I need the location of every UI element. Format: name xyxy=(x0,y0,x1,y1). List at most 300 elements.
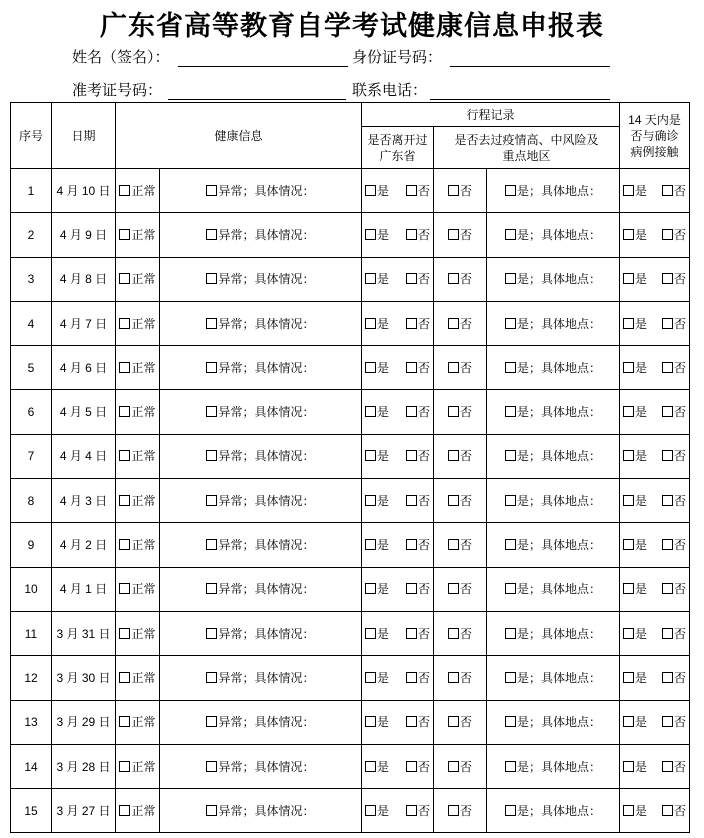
risk-area-no-label: 否 xyxy=(459,316,472,331)
health-abnormal-label: 异常；具体情况： xyxy=(218,715,315,730)
name-input-line[interactable] xyxy=(178,66,348,67)
health-normal-checkbox[interactable] xyxy=(119,628,130,639)
left-guangdong-no-checkbox[interactable] xyxy=(406,229,417,240)
health-normal-label: 正常 xyxy=(131,493,156,508)
risk-area-yes-label: 是；具体地点： xyxy=(516,449,601,464)
left-guangdong-no-checkbox[interactable] xyxy=(406,273,417,284)
name-label: 姓名（签名）： xyxy=(72,48,170,66)
health-normal-label: 正常 xyxy=(131,759,156,774)
left-guangdong-no-checkbox[interactable] xyxy=(406,495,417,506)
header-seq: 序号 xyxy=(11,103,52,169)
health-normal-cell xyxy=(116,567,160,611)
left-guangdong-yes-label: 是 xyxy=(377,670,390,685)
risk-area-no-checkbox[interactable] xyxy=(448,583,459,594)
contact-yes-label: 是 xyxy=(635,582,648,597)
risk-area-yes-cell xyxy=(487,567,620,611)
risk-area-yes-checkbox[interactable] xyxy=(505,362,516,373)
contact-cell xyxy=(620,390,690,434)
contact-yes-checkbox[interactable] xyxy=(623,583,634,594)
left-guangdong-yes-checkbox[interactable] xyxy=(365,185,376,196)
row-date: 4 月 3 日 xyxy=(52,479,116,523)
health-abnormal-cell xyxy=(160,567,362,611)
row-seq: 10 xyxy=(11,567,52,611)
contact-yes-label: 是 xyxy=(635,670,648,685)
header-travel-record: 行程记录 xyxy=(362,103,620,127)
contact-yes-checkbox[interactable] xyxy=(623,761,634,772)
health-abnormal-label: 异常；具体情况： xyxy=(218,626,315,641)
row-date: 4 月 8 日 xyxy=(52,257,116,301)
contact-yes-label: 是 xyxy=(635,272,648,287)
row-seq: 4 xyxy=(11,301,52,345)
risk-area-no-checkbox[interactable] xyxy=(448,450,459,461)
contact-no-checkbox[interactable] xyxy=(662,273,673,284)
contact-no-checkbox[interactable] xyxy=(662,318,673,329)
risk-area-yes-cell xyxy=(487,346,620,390)
contact-no-checkbox[interactable] xyxy=(662,229,673,240)
risk-area-no-cell xyxy=(434,390,487,434)
contact-yes-checkbox[interactable] xyxy=(623,406,634,417)
health-abnormal-checkbox[interactable] xyxy=(206,229,217,240)
health-normal-cell xyxy=(116,656,160,700)
left-guangdong-no-label: 否 xyxy=(417,670,430,685)
contact-yes-label: 是 xyxy=(635,715,648,730)
left-guangdong-yes-checkbox[interactable] xyxy=(365,450,376,461)
contact-cell xyxy=(620,656,690,700)
contact-yes-checkbox[interactable] xyxy=(623,229,634,240)
health-normal-checkbox[interactable] xyxy=(119,450,130,461)
contact-yes-checkbox[interactable] xyxy=(623,628,634,639)
health-abnormal-cell xyxy=(160,169,362,213)
contact-no-label: 否 xyxy=(673,405,686,420)
row-date: 3 月 29 日 xyxy=(52,700,116,744)
left-guangdong-cell xyxy=(362,301,434,345)
risk-area-yes-checkbox[interactable] xyxy=(505,805,516,816)
left-guangdong-cell xyxy=(362,390,434,434)
risk-area-yes-checkbox[interactable] xyxy=(505,716,516,727)
row-date: 3 月 27 日 xyxy=(52,789,116,833)
row-date: 4 月 9 日 xyxy=(52,213,116,257)
contact-yes-checkbox[interactable] xyxy=(623,362,634,373)
contact-no-checkbox[interactable] xyxy=(662,185,673,196)
risk-area-yes-label: 是；具体地点： xyxy=(516,803,601,818)
health-normal-checkbox[interactable] xyxy=(119,761,130,772)
left-guangdong-no-label: 否 xyxy=(417,405,430,420)
contact-yes-checkbox[interactable] xyxy=(623,185,634,196)
contact-no-checkbox[interactable] xyxy=(662,628,673,639)
phone-label: 联系电话： xyxy=(352,81,428,99)
health-normal-checkbox[interactable] xyxy=(119,229,130,240)
health-normal-cell xyxy=(116,257,160,301)
contact-yes-checkbox[interactable] xyxy=(623,273,634,284)
id-number-input-line[interactable] xyxy=(450,66,610,67)
health-normal-cell xyxy=(116,346,160,390)
left-guangdong-yes-checkbox[interactable] xyxy=(365,406,376,417)
health-normal-label: 正常 xyxy=(131,582,156,597)
left-guangdong-yes-checkbox[interactable] xyxy=(365,583,376,594)
risk-area-no-checkbox[interactable] xyxy=(448,672,459,683)
risk-area-yes-label: 是；具体地点： xyxy=(516,759,601,774)
left-guangdong-cell xyxy=(362,213,434,257)
left-guangdong-no-checkbox[interactable] xyxy=(406,716,417,727)
contact-yes-checkbox[interactable] xyxy=(623,672,634,683)
health-normal-cell xyxy=(116,789,160,833)
risk-area-yes-cell xyxy=(487,700,620,744)
left-guangdong-cell xyxy=(362,700,434,744)
health-abnormal-label: 异常；具体情况： xyxy=(218,759,315,774)
risk-area-yes-label: 是；具体地点： xyxy=(516,405,601,420)
health-normal-checkbox[interactable] xyxy=(119,318,130,329)
contact-yes-label: 是 xyxy=(635,360,648,375)
left-guangdong-no-label: 否 xyxy=(417,316,430,331)
health-abnormal-cell xyxy=(160,611,362,655)
risk-area-yes-checkbox[interactable] xyxy=(505,185,516,196)
risk-area-no-cell xyxy=(434,301,487,345)
risk-area-no-label: 否 xyxy=(459,715,472,730)
risk-area-no-label: 否 xyxy=(459,803,472,818)
left-guangdong-yes-label: 是 xyxy=(377,715,390,730)
risk-area-no-checkbox[interactable] xyxy=(448,273,459,284)
risk-area-no-checkbox[interactable] xyxy=(448,229,459,240)
row-date: 4 月 6 日 xyxy=(52,346,116,390)
header-contact xyxy=(620,103,690,169)
left-guangdong-no-checkbox[interactable] xyxy=(406,406,417,417)
health-abnormal-checkbox[interactable] xyxy=(206,318,217,329)
left-guangdong-yes-checkbox[interactable] xyxy=(365,229,376,240)
health-normal-label: 正常 xyxy=(131,670,156,685)
contact-cell xyxy=(620,346,690,390)
health-normal-checkbox[interactable] xyxy=(119,539,130,550)
left-guangdong-yes-checkbox[interactable] xyxy=(365,318,376,329)
health-abnormal-label: 异常；具体情况： xyxy=(218,360,315,375)
table-row xyxy=(11,567,690,611)
left-guangdong-no-checkbox[interactable] xyxy=(406,539,417,550)
header-risk-area-line2: 重点地区 xyxy=(502,148,551,163)
health-abnormal-cell xyxy=(160,523,362,567)
health-abnormal-checkbox[interactable] xyxy=(206,185,217,196)
health-abnormal-checkbox[interactable] xyxy=(206,362,217,373)
left-guangdong-no-checkbox[interactable] xyxy=(406,185,417,196)
left-guangdong-yes-checkbox[interactable] xyxy=(365,539,376,550)
risk-area-yes-cell xyxy=(487,213,620,257)
contact-yes-label: 是 xyxy=(635,405,648,420)
left-guangdong-no-checkbox[interactable] xyxy=(406,761,417,772)
left-guangdong-yes-checkbox[interactable] xyxy=(365,273,376,284)
row-seq: 11 xyxy=(11,611,52,655)
form-title: 广东省高等教育自学考试健康信息申报表 xyxy=(100,11,604,42)
risk-area-yes-checkbox[interactable] xyxy=(505,583,516,594)
risk-area-no-checkbox[interactable] xyxy=(448,318,459,329)
risk-area-no-cell xyxy=(434,656,487,700)
left-guangdong-no-label: 否 xyxy=(417,538,430,553)
health-abnormal-checkbox[interactable] xyxy=(206,716,217,727)
row-date: 4 月 10 日 xyxy=(52,169,116,213)
health-normal-cell xyxy=(116,744,160,788)
admission-number-input-line[interactable] xyxy=(168,99,346,100)
left-guangdong-yes-checkbox[interactable] xyxy=(365,362,376,373)
contact-yes-checkbox[interactable] xyxy=(623,805,634,816)
risk-area-yes-label: 是；具体地点： xyxy=(516,582,601,597)
risk-area-no-checkbox[interactable] xyxy=(448,406,459,417)
risk-area-no-checkbox[interactable] xyxy=(448,761,459,772)
risk-area-no-cell xyxy=(434,213,487,257)
left-guangdong-yes-checkbox[interactable] xyxy=(365,805,376,816)
left-guangdong-no-label: 否 xyxy=(417,183,430,198)
risk-area-no-label: 否 xyxy=(459,582,472,597)
risk-area-no-label: 否 xyxy=(459,759,472,774)
health-normal-checkbox[interactable] xyxy=(119,716,130,727)
left-guangdong-no-checkbox[interactable] xyxy=(406,628,417,639)
contact-yes-checkbox[interactable] xyxy=(623,495,634,506)
left-guangdong-no-label: 否 xyxy=(417,272,430,287)
risk-area-yes-checkbox[interactable] xyxy=(505,406,516,417)
contact-no-label: 否 xyxy=(673,360,686,375)
risk-area-yes-checkbox[interactable] xyxy=(505,495,516,506)
contact-no-label: 否 xyxy=(673,626,686,641)
health-abnormal-checkbox[interactable] xyxy=(206,406,217,417)
health-normal-checkbox[interactable] xyxy=(119,805,130,816)
health-normal-checkbox[interactable] xyxy=(119,583,130,594)
risk-area-yes-label: 是；具体地点： xyxy=(516,227,601,242)
health-normal-checkbox[interactable] xyxy=(119,362,130,373)
row-seq: 7 xyxy=(11,434,52,478)
contact-cell xyxy=(620,744,690,788)
contact-yes-label: 是 xyxy=(635,538,648,553)
contact-no-label: 否 xyxy=(673,183,686,198)
left-guangdong-yes-label: 是 xyxy=(377,582,390,597)
table-row xyxy=(11,700,690,744)
left-guangdong-no-checkbox[interactable] xyxy=(406,318,417,329)
health-normal-checkbox[interactable] xyxy=(119,273,130,284)
contact-no-label: 否 xyxy=(673,316,686,331)
row-seq: 2 xyxy=(11,213,52,257)
health-abnormal-checkbox[interactable] xyxy=(206,583,217,594)
left-guangdong-no-checkbox[interactable] xyxy=(406,805,417,816)
health-normal-label: 正常 xyxy=(131,227,156,242)
table-row xyxy=(11,523,690,567)
contact-yes-label: 是 xyxy=(635,493,648,508)
contact-yes-checkbox[interactable] xyxy=(623,539,634,550)
phone-input-line[interactable] xyxy=(430,99,610,100)
health-normal-cell xyxy=(116,301,160,345)
left-guangdong-yes-label: 是 xyxy=(377,538,390,553)
contact-no-label: 否 xyxy=(673,670,686,685)
contact-no-label: 否 xyxy=(673,272,686,287)
contact-yes-checkbox[interactable] xyxy=(623,716,634,727)
header-risk-area xyxy=(434,127,620,169)
left-guangdong-yes-checkbox[interactable] xyxy=(365,761,376,772)
risk-area-yes-cell xyxy=(487,656,620,700)
health-normal-cell xyxy=(116,479,160,523)
risk-area-yes-label: 是；具体地点： xyxy=(516,538,601,553)
health-abnormal-cell xyxy=(160,213,362,257)
risk-area-no-cell xyxy=(434,700,487,744)
health-normal-label: 正常 xyxy=(131,272,156,287)
left-guangdong-yes-label: 是 xyxy=(377,405,390,420)
health-abnormal-checkbox[interactable] xyxy=(206,495,217,506)
contact-no-checkbox[interactable] xyxy=(662,583,673,594)
health-abnormal-label: 异常；具体情况： xyxy=(218,227,315,242)
health-normal-cell xyxy=(116,523,160,567)
left-guangdong-yes-label: 是 xyxy=(377,183,390,198)
left-guangdong-no-label: 否 xyxy=(417,715,430,730)
contact-no-checkbox[interactable] xyxy=(662,450,673,461)
health-abnormal-checkbox[interactable] xyxy=(206,273,217,284)
risk-area-yes-cell xyxy=(487,390,620,434)
health-abnormal-checkbox[interactable] xyxy=(206,450,217,461)
header-health: 健康信息 xyxy=(116,103,362,169)
contact-yes-label: 是 xyxy=(635,626,648,641)
risk-area-no-checkbox[interactable] xyxy=(448,805,459,816)
contact-cell xyxy=(620,567,690,611)
left-guangdong-cell xyxy=(362,789,434,833)
contact-no-label: 否 xyxy=(673,803,686,818)
health-normal-checkbox[interactable] xyxy=(119,672,130,683)
contact-yes-label: 是 xyxy=(635,316,648,331)
health-abnormal-label: 异常；具体情况： xyxy=(218,316,315,331)
left-guangdong-cell xyxy=(362,744,434,788)
left-guangdong-cell xyxy=(362,656,434,700)
contact-yes-checkbox[interactable] xyxy=(623,318,634,329)
left-guangdong-no-checkbox[interactable] xyxy=(406,362,417,373)
risk-area-yes-label: 是；具体地点： xyxy=(516,316,601,331)
left-guangdong-yes-label: 是 xyxy=(377,803,390,818)
left-guangdong-no-checkbox[interactable] xyxy=(406,672,417,683)
health-abnormal-cell xyxy=(160,257,362,301)
contact-cell xyxy=(620,169,690,213)
risk-area-no-label: 否 xyxy=(459,227,472,242)
risk-area-yes-checkbox[interactable] xyxy=(505,229,516,240)
header-left-guangdong-line2: 广东省 xyxy=(379,148,416,163)
health-abnormal-checkbox[interactable] xyxy=(206,761,217,772)
table-row xyxy=(11,479,690,523)
left-guangdong-yes-checkbox[interactable] xyxy=(365,716,376,727)
contact-no-checkbox[interactable] xyxy=(662,539,673,550)
contact-no-checkbox[interactable] xyxy=(662,495,673,506)
risk-area-no-label: 否 xyxy=(459,626,472,641)
health-abnormal-checkbox[interactable] xyxy=(206,539,217,550)
health-abnormal-cell xyxy=(160,700,362,744)
health-normal-label: 正常 xyxy=(131,538,156,553)
risk-area-yes-cell xyxy=(487,789,620,833)
risk-area-no-cell xyxy=(434,789,487,833)
risk-area-yes-label: 是；具体地点： xyxy=(516,183,601,198)
risk-area-yes-checkbox[interactable] xyxy=(505,318,516,329)
contact-no-checkbox[interactable] xyxy=(662,362,673,373)
risk-area-no-label: 否 xyxy=(459,670,472,685)
header-contact-line1: 14 天内是 xyxy=(628,112,681,127)
left-guangdong-no-checkbox[interactable] xyxy=(406,583,417,594)
health-abnormal-cell xyxy=(160,744,362,788)
header-left-guangdong xyxy=(362,127,434,169)
row-seq: 13 xyxy=(11,700,52,744)
health-abnormal-checkbox[interactable] xyxy=(206,805,217,816)
left-guangdong-yes-label: 是 xyxy=(377,316,390,331)
health-normal-cell xyxy=(116,390,160,434)
health-normal-cell xyxy=(116,700,160,744)
health-normal-label: 正常 xyxy=(131,715,156,730)
left-guangdong-no-checkbox[interactable] xyxy=(406,450,417,461)
risk-area-yes-checkbox[interactable] xyxy=(505,450,516,461)
health-normal-checkbox[interactable] xyxy=(119,185,130,196)
risk-area-no-checkbox[interactable] xyxy=(448,716,459,727)
risk-area-yes-cell xyxy=(487,434,620,478)
contact-no-label: 否 xyxy=(673,715,686,730)
left-guangdong-cell xyxy=(362,523,434,567)
risk-area-yes-checkbox[interactable] xyxy=(505,672,516,683)
risk-area-yes-checkbox[interactable] xyxy=(505,539,516,550)
risk-area-no-checkbox[interactable] xyxy=(448,539,459,550)
risk-area-yes-checkbox[interactable] xyxy=(505,273,516,284)
contact-no-checkbox[interactable] xyxy=(662,805,673,816)
health-abnormal-cell xyxy=(160,434,362,478)
risk-area-no-checkbox[interactable] xyxy=(448,362,459,373)
health-normal-checkbox[interactable] xyxy=(119,406,130,417)
contact-no-checkbox[interactable] xyxy=(662,761,673,772)
left-guangdong-yes-checkbox[interactable] xyxy=(365,672,376,683)
left-guangdong-yes-label: 是 xyxy=(377,493,390,508)
health-abnormal-cell xyxy=(160,301,362,345)
table-row xyxy=(11,656,690,700)
row-date: 4 月 1 日 xyxy=(52,567,116,611)
health-abnormal-cell xyxy=(160,656,362,700)
row-date: 3 月 28 日 xyxy=(52,744,116,788)
risk-area-no-checkbox[interactable] xyxy=(448,185,459,196)
contact-no-checkbox[interactable] xyxy=(662,406,673,417)
health-normal-checkbox[interactable] xyxy=(119,495,130,506)
left-guangdong-yes-checkbox[interactable] xyxy=(365,628,376,639)
risk-area-yes-label: 是；具体地点： xyxy=(516,272,601,287)
risk-area-yes-cell xyxy=(487,257,620,301)
risk-area-yes-cell xyxy=(487,169,620,213)
risk-area-no-label: 否 xyxy=(459,405,472,420)
row-date: 4 月 5 日 xyxy=(52,390,116,434)
risk-area-no-checkbox[interactable] xyxy=(448,495,459,506)
contact-cell xyxy=(620,700,690,744)
risk-area-no-cell xyxy=(434,744,487,788)
contact-yes-checkbox[interactable] xyxy=(623,450,634,461)
row-date: 4 月 4 日 xyxy=(52,434,116,478)
left-guangdong-cell xyxy=(362,257,434,301)
left-guangdong-yes-checkbox[interactable] xyxy=(365,495,376,506)
table-row xyxy=(11,744,690,788)
health-abnormal-label: 异常；具体情况： xyxy=(218,405,315,420)
risk-area-no-cell xyxy=(434,346,487,390)
health-abnormal-checkbox[interactable] xyxy=(206,628,217,639)
risk-area-yes-checkbox[interactable] xyxy=(505,628,516,639)
risk-area-no-cell xyxy=(434,567,487,611)
contact-no-label: 否 xyxy=(673,759,686,774)
table-row xyxy=(11,169,690,213)
health-normal-cell xyxy=(116,169,160,213)
risk-area-yes-checkbox[interactable] xyxy=(505,761,516,772)
contact-cell xyxy=(620,213,690,257)
row-date: 4 月 2 日 xyxy=(52,523,116,567)
risk-area-no-checkbox[interactable] xyxy=(448,628,459,639)
id-number-label: 身份证号码： xyxy=(352,48,443,66)
row-seq: 15 xyxy=(11,789,52,833)
health-normal-cell xyxy=(116,213,160,257)
risk-area-yes-label: 是；具体地点： xyxy=(516,360,601,375)
health-normal-label: 正常 xyxy=(131,183,156,198)
admission-number-label: 准考证号码： xyxy=(72,81,163,99)
health-abnormal-checkbox[interactable] xyxy=(206,672,217,683)
risk-area-yes-cell xyxy=(487,479,620,523)
contact-no-checkbox[interactable] xyxy=(662,672,673,683)
contact-cell xyxy=(620,257,690,301)
risk-area-no-cell xyxy=(434,611,487,655)
risk-area-no-label: 否 xyxy=(459,493,472,508)
contact-no-checkbox[interactable] xyxy=(662,716,673,727)
